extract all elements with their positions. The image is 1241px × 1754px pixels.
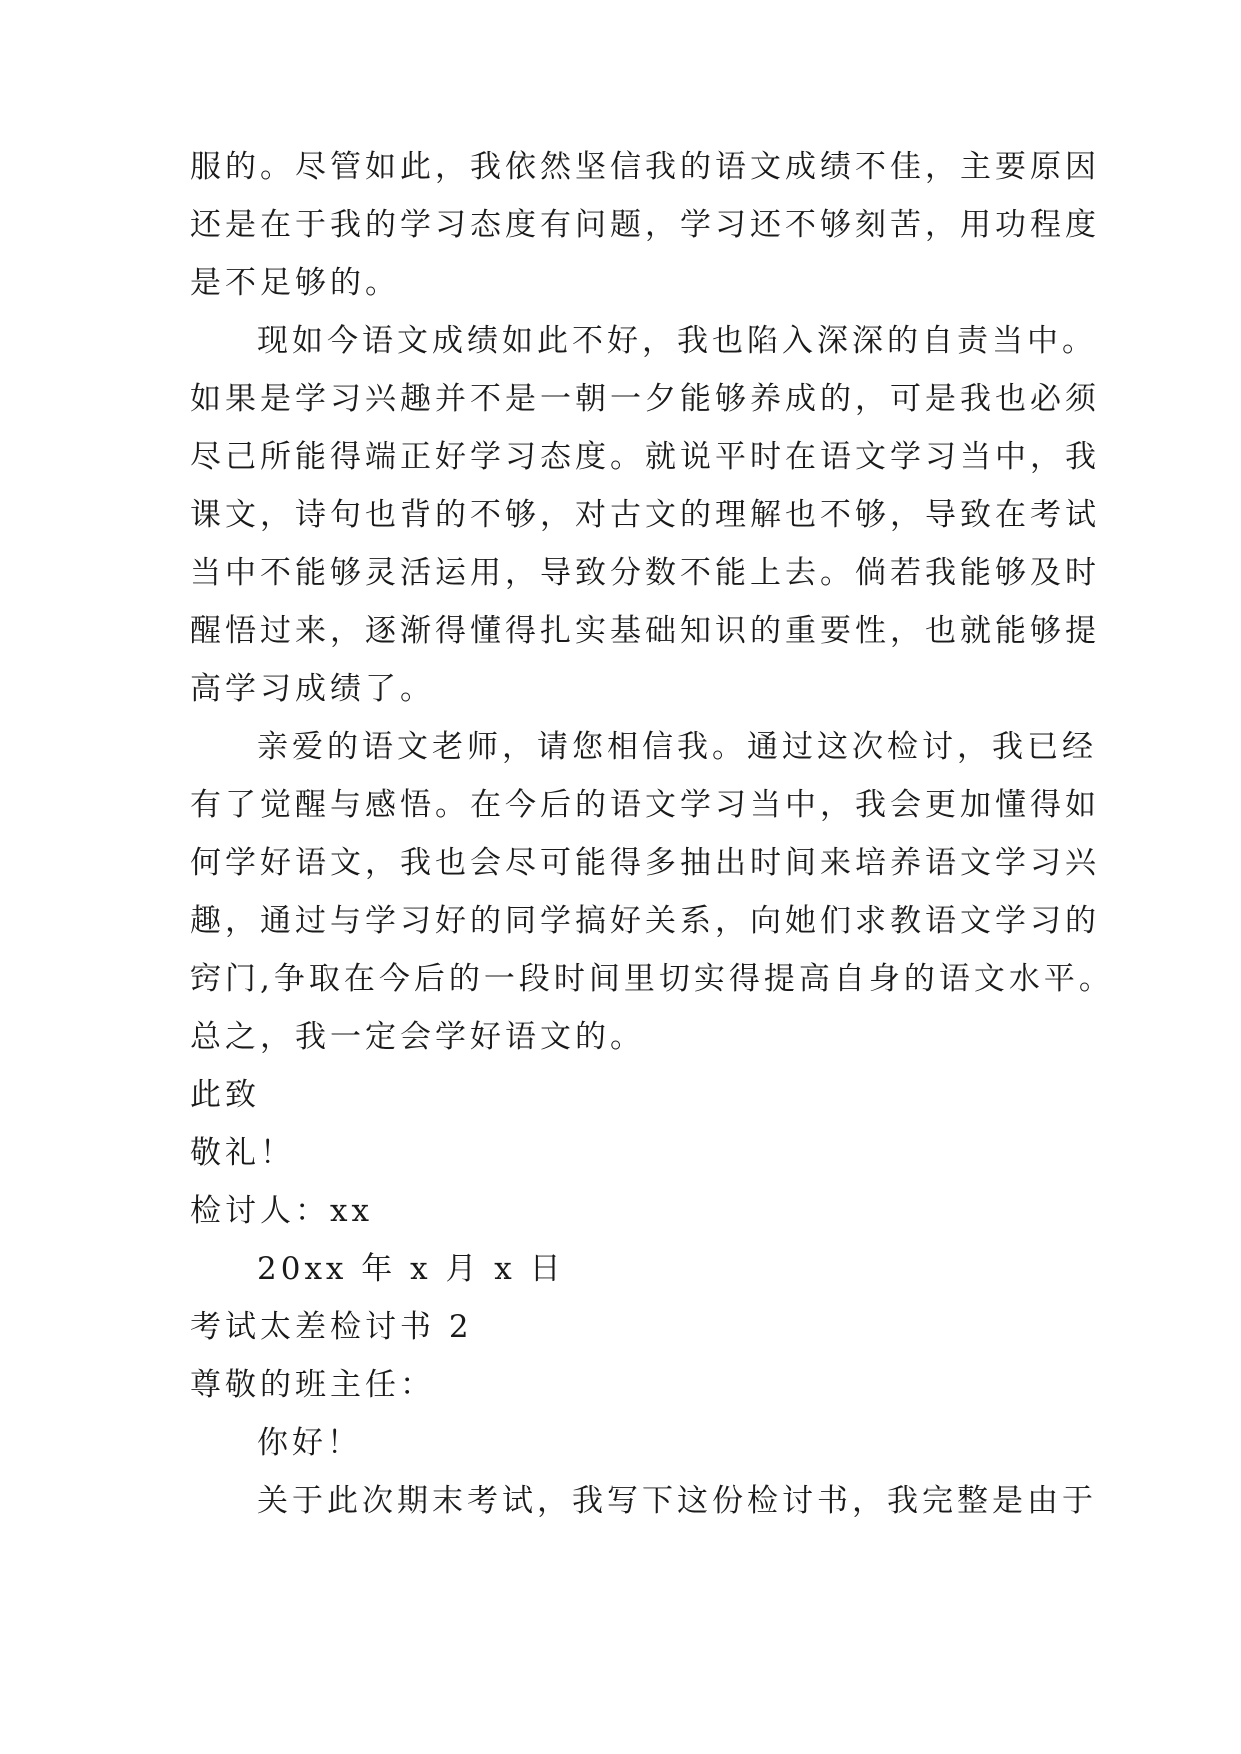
paragraph-line: 如果是学习兴趣并不是一朝一夕能够养成的，可是我也必须	[190, 381, 1100, 417]
paragraph-line: 还是在于我的学习态度有问题，学习还不够刻苦，用功程度	[190, 207, 1100, 243]
greeting-line: 你好！	[257, 1425, 362, 1461]
paragraph-line: 服的。尽管如此，我依然坚信我的语文成绩不佳，主要原因	[190, 149, 1100, 185]
paragraph-line: 总之，我一定会学好语文的。	[190, 1019, 645, 1055]
paragraph-line: 趣，通过与学习好的同学搞好关系，向她们求教语文学习的	[190, 903, 1100, 939]
closing-line: 此致	[190, 1077, 260, 1113]
paragraph-line: 尽己所能得端正好学习态度。就说平时在语文学习当中，我	[190, 439, 1100, 475]
paragraph-line: 关于此次期末考试，我写下这份检讨书，我完整是由于	[257, 1483, 1097, 1519]
paragraph-line: 亲爱的语文老师，请您相信我。通过这次检讨，我已经	[257, 729, 1097, 765]
salutation-line: 尊敬的班主任：	[190, 1367, 435, 1403]
paragraph-line: 当中不能够灵活运用，导致分数不能上去。倘若我能够及时	[190, 555, 1100, 591]
paragraph-line: 窍门,争取在今后的一段时间里切实得提高自身的语文水平。	[190, 961, 1114, 997]
paragraph-line: 现如今语文成绩如此不好，我也陷入深深的自责当中。	[257, 323, 1097, 359]
paragraph-line: 高学习成绩了。	[190, 671, 435, 707]
paragraph-line: 有了觉醒与感悟。在今后的语文学习当中，我会更加懂得如	[190, 787, 1100, 823]
paragraph-line: 课文，诗句也背的不够，对古文的理解也不够，导致在考试	[190, 497, 1100, 533]
signature-line: 检讨人：xx	[190, 1193, 373, 1229]
paragraph-line: 醒悟过来，逐渐得懂得扎实基础知识的重要性，也就能够提	[190, 613, 1100, 649]
closing-line: 敬礼！	[190, 1135, 295, 1171]
section-title: 考试太差检讨书 2	[190, 1309, 473, 1345]
paragraph-line: 是不足够的。	[190, 265, 400, 301]
paragraph-line: 何学好语文，我也会尽可能得多抽出时间来培养语文学习兴	[190, 845, 1100, 881]
date-line: 20xx 年 x 月 x 日	[257, 1251, 565, 1287]
